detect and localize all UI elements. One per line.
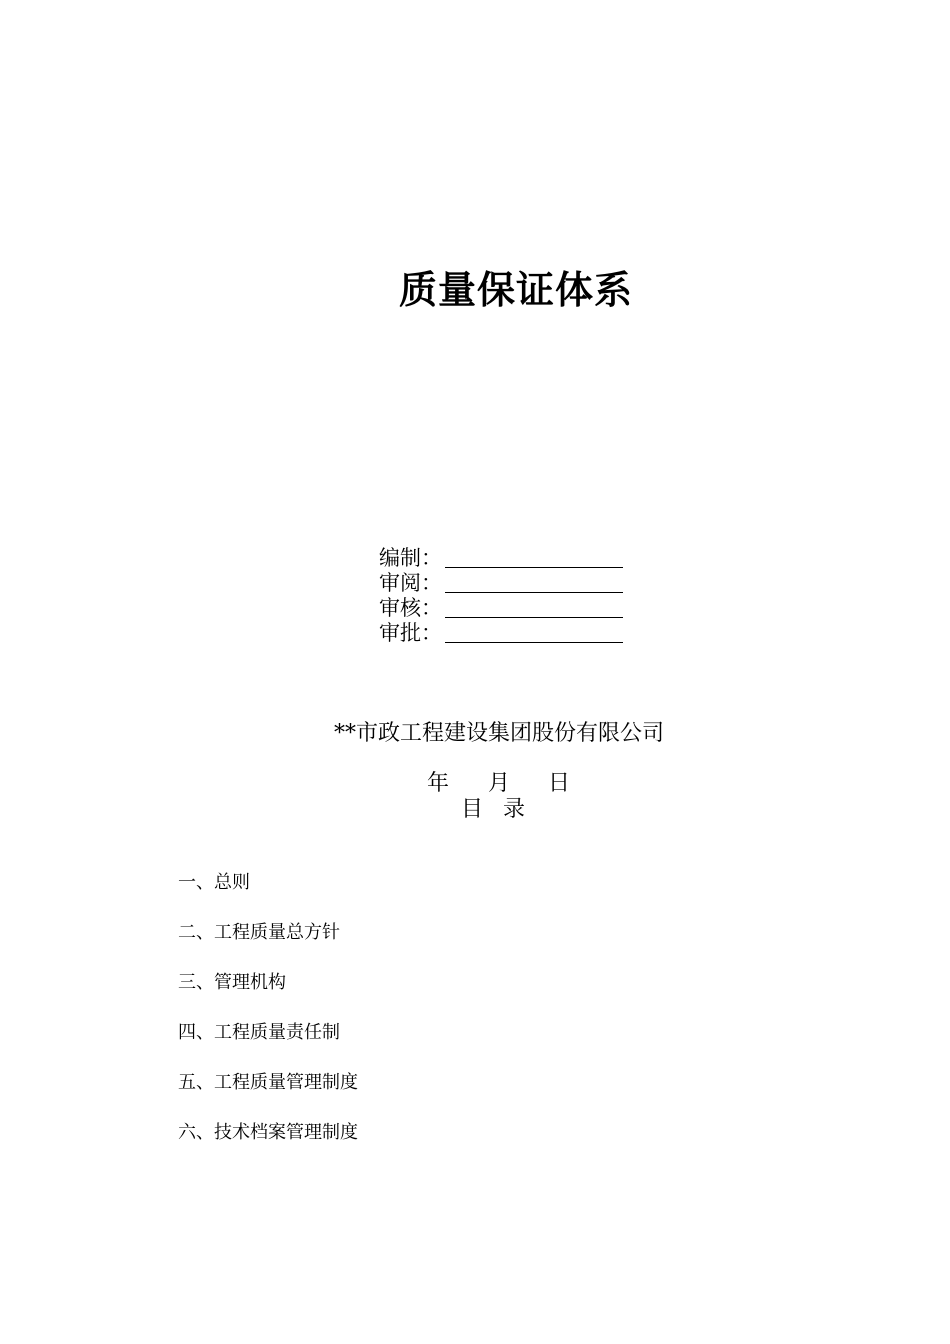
signature-row-compiled xyxy=(379,546,623,571)
signature-line xyxy=(445,597,623,618)
signature-row-approved xyxy=(379,621,623,646)
toc-heading-char: 目 xyxy=(461,797,484,822)
date-year-label: 年 xyxy=(427,771,450,796)
toc-item: 一、总则 xyxy=(178,872,250,893)
signature-line xyxy=(445,547,623,568)
toc-item: 五、工程质量管理制度 xyxy=(178,1072,358,1093)
document-title: 质量保证体系 xyxy=(398,267,633,312)
signature-block xyxy=(379,546,623,646)
toc-item: 四、工程质量责任制 xyxy=(178,1022,340,1043)
table-of-contents xyxy=(178,870,358,1170)
date-day-label: 日 xyxy=(548,771,571,796)
toc-item: 二、工程质量总方针 xyxy=(178,922,340,943)
toc-item: 三、管理机构 xyxy=(178,972,286,993)
signature-label: 审核： xyxy=(379,596,442,620)
signature-row-reviewed xyxy=(379,571,623,596)
signature-label: 编制： xyxy=(379,546,442,570)
date-month-label: 月 xyxy=(488,771,511,796)
signature-line xyxy=(445,622,623,643)
toc-item: 六、技术档案管理制度 xyxy=(178,1122,358,1143)
company-name: **市政工程建设集团股份有限公司 xyxy=(333,721,664,746)
toc-heading-char: 录 xyxy=(503,797,526,822)
signature-row-checked xyxy=(379,596,623,621)
signature-line xyxy=(445,572,623,593)
signature-label: 审批： xyxy=(379,621,442,645)
signature-label: 审阅： xyxy=(379,571,442,595)
